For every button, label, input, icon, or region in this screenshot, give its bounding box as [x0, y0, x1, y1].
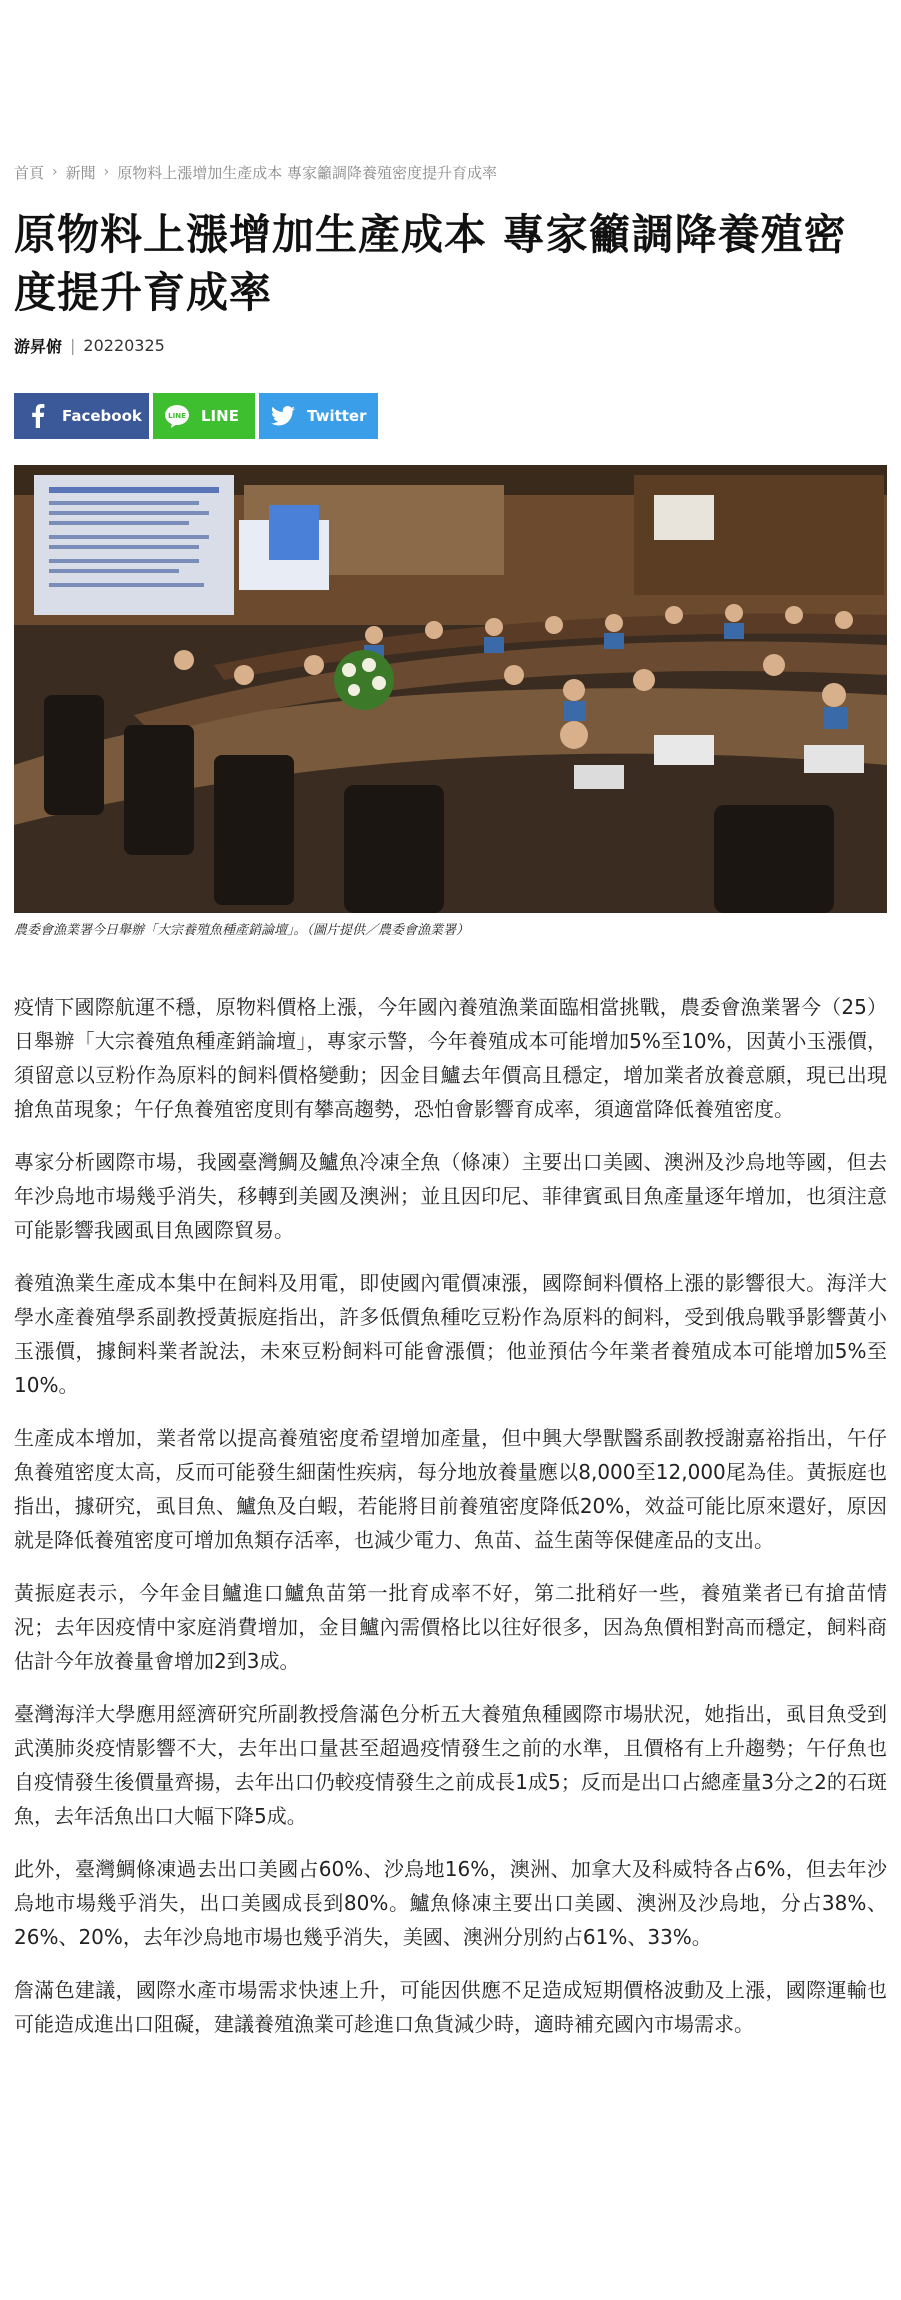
breadcrumb-news-link[interactable]: 新聞 [65, 163, 96, 182]
top-blank-area [0, 0, 901, 152]
share-line-label: LINE [201, 407, 239, 425]
article-paragraph: 專家分析國際市場，我國臺灣鯛及鱸魚冷凍全魚（條凍）主要出口美國、澳洲及沙烏地等國，但去年沙烏地市場幾乎消失，移轉到美國及澳洲；並且因印尼、菲律賓虱目魚產量逐年增加，也須注意可能影響我國虱目魚國際貿易。 [14, 1150, 887, 1242]
article-body [14, 990, 887, 2041]
share-facebook-button[interactable] [14, 393, 149, 439]
line-icon [153, 404, 201, 428]
article-meta [14, 334, 887, 357]
article-paragraph: 生產成本增加，業者常以提高養殖密度希望增加產量，但中興大學獸醫系副教授謝嘉裕指出，午仔魚養殖密度太高，反而可能發生細菌性疾病，每分地放養量應以8,000至12,000尾為佳。黃振庭也指出，據研究，虱目魚、鱸魚及白蝦，若能將目前養殖密度降低20%，效益可能比原來還好，原因就是降低養殖密度可增加魚類存活率，也減少電力、魚苗、益生菌等保健產品的支出。 [14, 1426, 887, 1552]
article-paragraph: 詹滿色建議，國際水產市場需求快速上升，可能因供應不足造成短期價格波動及上漲，國際運輸也可能造成進出口阻礙，建議養殖漁業可趁進口魚貨減少時，適時補充國內市場需求。 [14, 1978, 887, 2036]
article-title: 原物料上漲增加生產成本 專家籲調降養殖密度提升育成率 [14, 210, 847, 317]
article-paragraph: 黃振庭表示，今年金目鱸進口鱸魚苗第一批育成率不好，第二批稍好一些，養殖業者已有搶苗情況；去年因疫情中家庭消費增加，金目鱸內需價格比以往好很多，因為魚價相對高而穩定，飼料商估計今年放養量會增加2到3成。 [14, 1581, 887, 1673]
share-twitter-button[interactable] [259, 393, 378, 439]
share-twitter-label: Twitter [307, 407, 367, 425]
share-facebook-label: Facebook [62, 407, 142, 425]
share-line-button[interactable] [153, 393, 255, 439]
share-bar [14, 393, 887, 439]
article-author: 游昇俯 [14, 337, 63, 356]
facebook-icon [14, 404, 62, 428]
breadcrumb [14, 152, 887, 192]
article-paragraph: 養殖漁業生產成本集中在飼料及用電，即使國內電價凍漲，國際飼料價格上漲的影響很大。海洋大學水產養殖學系副教授黃振庭指出，許多低價魚種吃豆粉作為原料的飼料，受到俄烏戰爭影響黃小玉漲價，據飼料業者說法，未來豆粉飼料可能會漲價；他並預估今年業者養殖成本可能增加5%至10%。 [14, 1271, 887, 1397]
photo-caption: 農委會漁業署今日舉辦「大宗養殖魚種產銷論壇」。（圖片提供／農委會漁業署） [14, 923, 470, 938]
chevron-right-icon: › [103, 164, 110, 180]
article-paragraph: 疫情下國際航運不穩，原物料價格上漲，今年國內養殖漁業面臨相當挑戰，農委會漁業署今（25）日舉辦「大宗養殖魚種產銷論壇」，專家示警，今年養殖成本可能增加5%至10%，因黃小玉漲價，須留意以豆粉作為原料的飼料價格變動；因金目鱸去年價高且穩定，增加業者放養意願，現已出現搶魚苗現象；午仔魚養殖密度則有攀高趨勢，恐怕會影響育成率，須適當降低養殖密度。 [14, 995, 887, 1121]
article-paragraph: 此外，臺灣鯛條凍過去出口美國占60%、沙烏地16%，澳洲、加拿大及科威特各占6%，但去年沙烏地市場幾乎消失，出口美國成長到80%。鱸魚條凍主要出口美國、澳洲及沙烏地，分占38%、26%、20%，去年沙烏地市場也幾乎消失，美國、澳洲分別約占61%、33%。 [14, 1857, 887, 1949]
article-paragraph: 臺灣海洋大學應用經濟研究所副教授詹滿色分析五大養殖魚種國際市場狀況，她指出，虱目魚受到武漢肺炎疫情影響不大，去年出口量甚至超過疫情發生之前的水準，且價格有上升趨勢；午仔魚也自疫情發生後價量齊揚，去年出口仍較疫情發生之前成長1成5；反而是出口占總產量3分之2的石斑魚，去年活魚出口大幅下降5成。 [14, 1702, 887, 1828]
chevron-right-icon: › [52, 164, 58, 180]
article-date: 20220325 [83, 336, 165, 355]
meta-divider: | [70, 336, 76, 355]
breadcrumb-home-link[interactable]: 首頁 [14, 163, 45, 182]
twitter-icon [259, 406, 307, 426]
breadcrumb-current: 原物料上漲增加生產成本 專家籲調降養殖密度提升育成率 [117, 163, 498, 182]
meeting-room-photo [14, 465, 887, 913]
article-photo [14, 465, 887, 913]
svg-text:LINE: LINE [168, 412, 186, 420]
